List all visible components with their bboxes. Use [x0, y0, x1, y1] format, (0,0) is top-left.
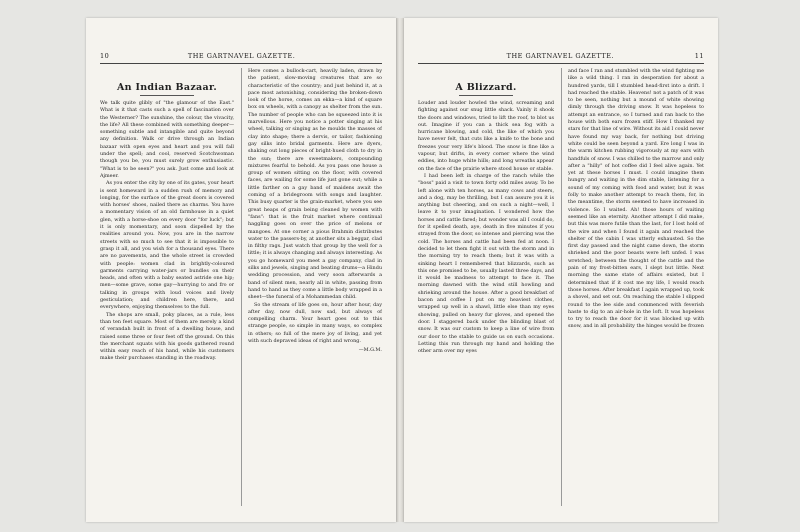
author-signoff: —M.G.M. — [358, 347, 382, 354]
left-column-1 — [100, 68, 234, 506]
paragraph: We talk quite glibly of "the glamour of the East." What is it that casts such a spell of fascination over the Westerner? The sunshine, the colour, the vivacity, the life? All these combined with something deeper—something subtle and intangible and quite beyond any definition. Walk or drive through an Indian bazaar with open eyes and heart and you will fall under the spell; and cool, reserved Scotchwoman though you be, you must surely grow enthusiastic. "What is to be seen?" you ask. Just come and look at Ajmeer. — [100, 100, 234, 179]
title-rule — [140, 95, 194, 96]
right-columns — [418, 68, 704, 506]
paragraph: and face I ran and stumbled with the wind fighting me like a wild thing. I ran in desperation for about a hundred yards, till I stumbled head-first into a drift. I had reached the stable. Heavens! not a patch of it was to be seen, nothing but a mound of white showing dimly through the driving snow. It was hopeless to attempt an entrance, so I turned and ran back to the house with both ears frozen stiff. How I thanked my stars for that line of wire. Without its aid I could never have found my way back, for nothing but driving white could be seen beyond a yard. Ere long I was in the warm kitchen rubbing vigorously at my ears with handfuls of snow. I was chilled to the marrow and only after a "hilly" of hot coffee did I feel alive again. Yet yet at these horses I must. I could imagine them hungry and waiting in the dim stable, listening for a sound of my coming with food and water, but it was folly to make another attempt to reach them, for, in the meantime, the storm seemed to have increased in violence. So I waited. Ah! those hours of waiting seemed like an eternity. Another attempt I did make, but this was more futile than the last, for I lost hold of the wire and when I found it again and reached the shelter of the cabin I was utterly exhausted. So the first day passed and the night came down, the storm shrieked and the poor beasts were left unfed. I was wretched; between the thought of the cattle and the pain of my frost-bitten ears, I slept but little. Next morning the same state of affairs existed, but I determined that if it cost me my life, I would reach those horses. After breakfast I again wrapped up, took a shovel, and set out. On reaching the stable I slipped round to the lee side and commenced with feverish haste to dig to an air-hole in the loft. It was hopeless to try to reach the door for it was blocked up with snow, and in all probability the hinges would be frozen — [568, 68, 704, 330]
paragraph: As you enter the city by one of its gates, your heart is sent homeward in a sudden rush of memory and longing, for the surface of the great doors is covered with horses' shoes, nailed there as charms. You have a momentary vision of an old farmhouse in a quiet glen, with a horse-shoe on every door "for luck"; but it is only momentary, and soon dispelled by the realities around you. Now, you are in the narrow streets with so much to see that it is impossible to grasp it all, and you wish for a thousand eyes. There are no pavements, and the whole street is crowded with people: women clad in brightly-coloured garments carrying water-jars or bundles on their heads, and often with a baby seated astride one hip; men—some grave, some gay—hurrying to and fro or talking in groups with loud voices and lively gesticulation; and children here, there, and everywhere, enjoying themselves to the full. — [100, 180, 234, 311]
right-column-2 — [561, 68, 704, 506]
book-gutter — [396, 18, 404, 522]
paragraph: Louder and louder howled the wind, screaming and fighting against our snug little shack. Vainly it shook the doors and windows, tried to lift the roof, to blot us out. Imagine if you can a thick sea fog with a hurricane blowing, and cold, the like of which you have never felt, that cuts like a knife to the bone and freezes your very life's blood. The snow is fine like a vapour, but drifts, in every corner where the wind eddies, into huge white hills; and long wreaths appear on the face of the prairie where stood house or stable. — [418, 100, 554, 172]
paragraph: I had been left in charge of the ranch while the "boss" paid a visit to town forty odd miles away. To be left alone with ten horses, as many cows and steers, and a dog, may be thrilling, but I can assure you it is anything but cheering, and on such a night—well, I leave it to your imagination. I wondered how the horses and cattle fared; but wonder was all I could do, for it spelled death, aye, death in five minutes if you strayed from the door, so intense and piercing was the cold. The horses and cattle had been fed at noon. I decided to let them fight it out with the storm and in the morning try to reach them; but it was with a sinking heart I remembered that blizzards, such as this one promised to be, usually lasted three days, and it would be madness to attempt to face it. The morning dawned with the wind still howling and shrieking around the house. After a good breakfast of bacon and coffee I put on my heaviest clothes, wrapped up well in a shawl, little else than my eyes showing, pulled on heavy fur gloves, and opened the door. I staggered back under the blinding blast of snow. It was our custom to keep a line of wire from our door to the stable to guide us on such occasions. Letting this run through my hand and holding the other arm over my eyes — [418, 172, 554, 355]
article-title-blizzard: A Blizzard. — [455, 82, 517, 93]
right-column-1 — [418, 68, 554, 506]
paragraph: The shops are small, poky places, as a rule, less than ten feet square. Most of them are merely a kind of verandah built in front of a dwelling house, and raised some three or four feet off the ground. On this the merchant squats with his goods gathered round within easy reach of his hand, while his customers make their purchases standing in the roadway. — [100, 311, 234, 362]
left-columns — [100, 68, 382, 506]
title-rule — [459, 95, 513, 96]
article-title-indian-bazaar: An Indian Bazaar. — [117, 82, 217, 93]
left-running-head — [100, 52, 382, 64]
paragraph: So the stream of life goes on, hour after hour, day after day, now dull, now sad, but always of compelling charm. Your heart goes out to this strange people, so simple in many ways, so complex in others; so full of the mere joy of living, and yet with such depraved ideas of right and wrong. — [248, 301, 382, 344]
left-page — [86, 18, 396, 522]
left-page-number: 10 — [100, 52, 110, 60]
left-running-title: THE GARTNAVEL GAZETTE. — [187, 52, 296, 60]
paragraph: Here comes a bullock-cart, heavily laden, drawn by the patient, slow-moving creatures that are so characteristic of the country; and just behind it, at a pace most astonishing, considering the broken-down look of the horse, comes an ekka—a kind of square box on wheels, with a canopy as shelter from the sun. The number of people who can be squeezed into it is marvellous. Here you notice a potter singing at his wheel, talking or singing as he moulds the masses of clay into shape; there a dervis, or tailor, fashioning gay silks into bridal garments. Here are dyers, shaking out long pieces of bright-hued cloth to dry in the sun; there are sweetmakers, compounding mixtures fearful to behold. As you pass one house a group of women sitting on the floor, with covered faces, are wailing for some life just gone out; while a little farther on a gay band of maidens await the coming of a bridegroom with songs and laughter. This busy quarter is the grain-market, where you see great heaps of grain being cleaned by women with "fans": that is the fruit market where continual haggling goes on over the price of melons or mangoes. At one corner a pious Brahmin distributes water to the passers-by, at another sits a beggar, clad in filthy rags. Just watch that group by the well for a little; it is always changing and always interesting. As you go homeward you meet a gay company, clad in silks and jewels, singing and beating drums—a Hindu wedding procession, and very soon afterwards a band of silent men, nearly all in white, passing from hand to hand as they come a little body wrapped in a sheet—the funeral of a Mohammedan child. — [248, 68, 382, 301]
right-page — [404, 18, 718, 522]
left-column-2 — [241, 68, 382, 506]
right-running-head — [418, 52, 704, 64]
right-running-title: THE GARTNAVEL GAZETTE. — [506, 52, 615, 60]
right-page-number: 11 — [694, 52, 704, 60]
